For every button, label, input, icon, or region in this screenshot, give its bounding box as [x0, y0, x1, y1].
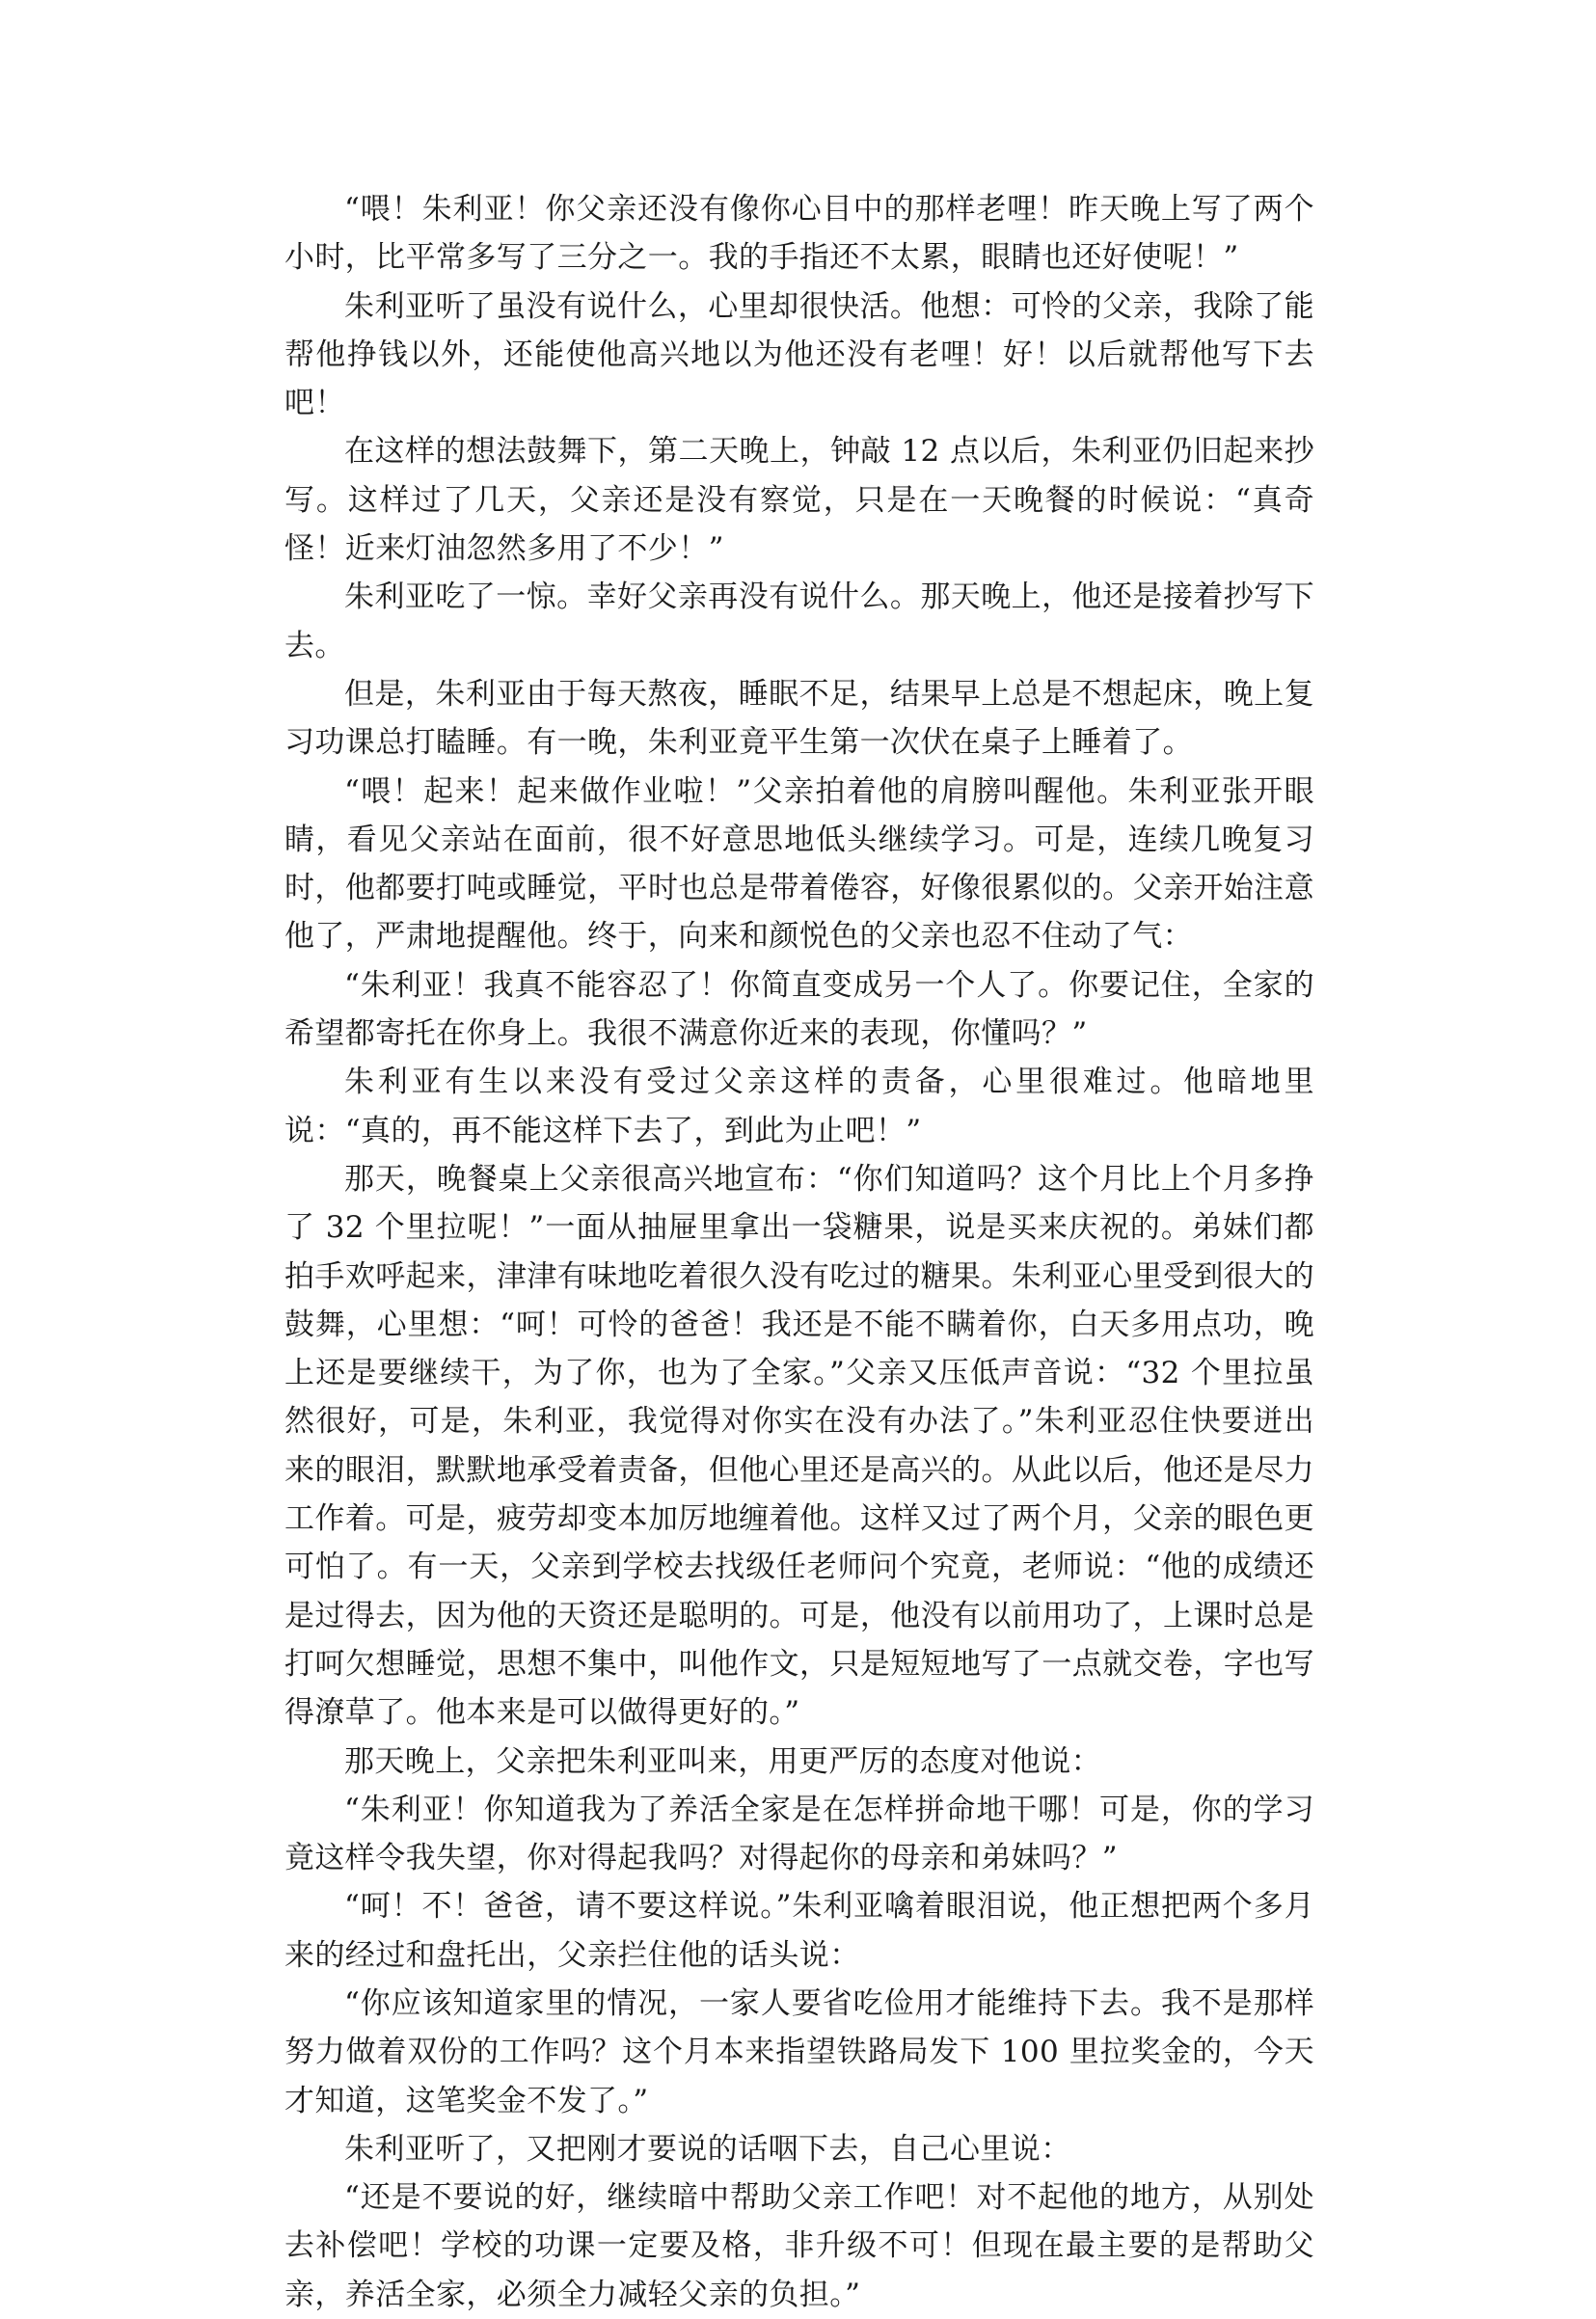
- paragraph: “朱利亚！我真不能容忍了！你简直变成另一个人了。你要记住，全家的希望都寄托在你身上。我很不满意你近来的表现，你懂吗？”: [284, 967, 1314, 1052]
- paragraph: 朱利亚吃了一惊。幸好父亲再没有说什么。那天晚上，他还是接着抄写下去。: [284, 580, 1314, 663]
- paragraph: “还是不要说的好，继续暗中帮助父亲工作吧！对不起他的地方，从别处去补偿吧！学校的功课一定要及格，非升级不可！但现在最主要的是帮助父亲，养活全家，必须全力减轻父亲的负担。”: [284, 2180, 1314, 2312]
- paragraph: 那天晚上，父亲把朱利亚叫来，用更严厉的态度对他说：: [344, 1743, 1101, 1779]
- paragraph: 但是，朱利亚由于每天熬夜，睡眠不足，结果早上总是不想起床，晚上复习功课总打瞌睡。有一晚，朱利亚竟平生第一次伏在桌子上睡着了。: [284, 676, 1314, 761]
- body-text: [284, 185, 1314, 2319]
- paragraph: 那天，晚餐桌上父亲很高兴地宣布：“你们知道吗？这个月比上个月多挣了 32 个里拉呢！”一面从抽屉里拿出一袋糖果，说是买来庆祝的。弟妹们都拍手欢呼起来，津津有味地吃着很久没有吃过的糖果。朱利亚心里受到很大的鼓舞，心里想：“呵！可怜的爸爸！我还是不能不瞒着你，白天多用点功，晚上还是要继续干，为了你，也为了全家。”父亲又压低声音说：“32 个里拉虽然很好，可是，朱利亚，我觉得对你实在没有办法了。”朱利亚忍住快要迸出来的眼泪，默默地承受着责备，但他心里还是高兴的。从此以后，他还是尽力工作着。可是，疲劳却变本加厉地缠着他。这样又过了两个月，父亲的眼色更可怕了。有一天，父亲到学校去找级任老师问个究竟，老师说：“他的成绩还是过得去，因为他的天资还是聪明的。可是，他没有以前用功了，上课时总是打呵欠想睡觉，思想不集中，叫他作文，只是短短地写了一点就交卷，字也写得潦草了。他本来是可以做得更好的。”: [284, 1161, 1314, 1731]
- paragraph: 朱利亚听了，又把刚才要说的话咽下去，自己心里说：: [344, 2131, 1071, 2167]
- paragraph: “喂！朱利亚！你父亲还没有像你心目中的那样老哩！昨天晚上写了两个小时，比平常多写了三分之一。我的手指还不太累，眼睛也还好使呢！”: [284, 192, 1314, 276]
- paragraph: “你应该知道家里的情况，一家人要省吃俭用才能维持下去。我不是那样努力做着双份的工作吗？这个月本来指望铁路局发下 100 里拉奖金的，今天才知道，这笔奖金不发了。”: [284, 1985, 1314, 2118]
- paragraph: “朱利亚！你知道我为了养活全家是在怎样拼命地干哪！可是，你的学习竟这样令我失望，你对得起我吗？对得起你的母亲和弟妹吗？”: [284, 1792, 1314, 1876]
- paragraph: 朱利亚有生以来没有受过父亲这样的责备，心里很难过。他暗地里说：“真的，再不能这样下去了，到此为止吧！”: [284, 1065, 1314, 1148]
- paragraph: “呵！不！爸爸，请不要这样说。”朱利亚噙着眼泪说，他正想把两个多月来的经过和盘托出，父亲拦住他的话头说：: [284, 1889, 1314, 1973]
- paragraph: “喂！起来！起来做作业啦！”父亲拍着他的肩膀叫醒他。朱利亚张开眼睛，看见父亲站在面前，很不好意思地低头继续学习。可是，连续几晚复习时，他都要打吨或睡觉，平时也总是带着倦容，好像很累似的。父亲开始注意他了，严肃地提醒他。终于，向来和颜悦色的父亲也忍不住动了气：: [284, 773, 1314, 955]
- paragraph: 在这样的想法鼓舞下，第二天晚上，钟敲 12 点以后，朱利亚仍旧起来抄写。这样过了几天，父亲还是没有察觉，只是在一天晚餐的时候说：“真奇怪！近来灯油忽然多用了不少！”: [284, 434, 1314, 567]
- paragraph: 朱利亚听了虽没有说什么，心里却很快活。他想：可怜的父亲，我除了能帮他挣钱以外，还能使他高兴地以为他还没有老哩！好！以后就帮他写下去吧！: [284, 288, 1314, 421]
